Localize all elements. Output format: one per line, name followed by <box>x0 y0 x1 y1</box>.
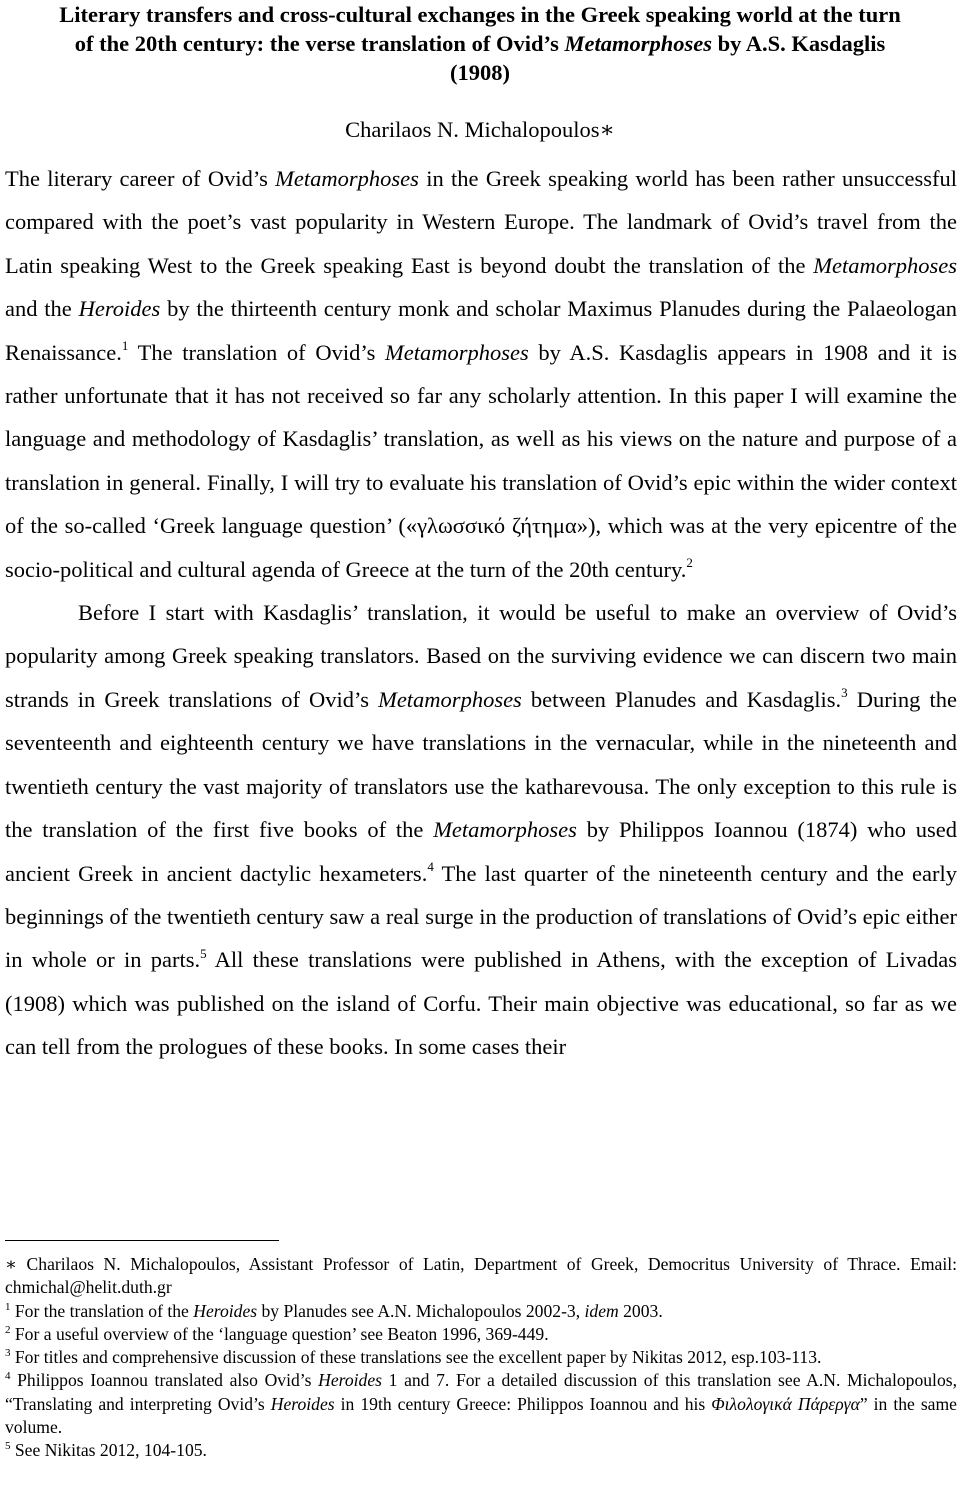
footnote-text: Philippos Ioannou translated also Ovid’s <box>10 1370 319 1391</box>
text: by Philippos Ioannou (1874) who used ancient Greek in ancient dactylic hexameters. <box>5 817 958 886</box>
text: by the thirteenth century monk and scholar Maximus Planudes during the Palaeologan Renaissance. <box>5 296 957 365</box>
footnote-text: 1 and 7. For a detailed discussion of this translation see A.N. Michalopoulos, “Translating and interpreting Ovid’s <box>5 1370 957 1414</box>
italic-text: Heroides <box>270 1393 335 1414</box>
footnote-number: 2 <box>5 1324 11 1337</box>
footnote-number: 5 <box>5 1440 11 1453</box>
italic-text: Heroides <box>318 1370 382 1391</box>
footnote-text: ” in the same volume. <box>5 1393 957 1438</box>
italic-text: Metamorphoses <box>385 339 529 365</box>
body-text <box>5 157 957 1069</box>
text: All these translations were published in Athens, with the exception of Livadas (1908) which was published on the island of Corfu. Their main objective was educational, so far as we can tell from the prologues of these books. In some cases their <box>5 947 957 1060</box>
footnote-ref-1[interactable]: 1 <box>121 338 129 354</box>
text: The translation of Ovid’s <box>128 339 385 365</box>
footnote-mark: ∗ <box>5 1254 17 1274</box>
paragraph-2 <box>5 591 957 1068</box>
author-footnote-mark: ∗ <box>599 117 615 142</box>
text: The literary career of Ovid’s <box>5 166 276 191</box>
footnote-text: 2003. <box>618 1300 663 1321</box>
title-line-1: Literary transfers and cross-cultural exchanges in the Greek speaking world at the turn <box>59 2 901 27</box>
footnote-text: by Planudes see A.N. Michalopoulos 2002-3, <box>257 1300 585 1321</box>
footnote-number: 4 <box>5 1370 11 1383</box>
footnote-1 <box>5 1300 957 1323</box>
footnote-text: For titles and comprehensive discussion of these translations see the excellent paper by Nikitas 2012, esp.103-113. <box>10 1347 822 1368</box>
text: and the <box>5 296 79 322</box>
footnote-separator <box>5 1240 279 1241</box>
footnote-text: See Nikitas 2012, 104-105. <box>10 1440 207 1461</box>
italic-text: Metamorphoses <box>813 252 957 278</box>
author-name: Charilaos N. Michalopoulos <box>345 117 600 142</box>
text: Before I start with Kasdaglis’ translation, it would be useful to make an overview of Ovid’s popularity among Greek speaking translators. Based on the surviving evidence we can discern two main strands in Greek translations of Ovid’s <box>5 600 957 712</box>
italic-text: idem <box>584 1300 619 1321</box>
title-text: of the 20th century: the verse translation of Ovid’s <box>74 31 565 56</box>
footnote-text: For a useful overview of the ‘language question’ see Beaton 1996, 369-449. <box>10 1323 549 1344</box>
italic-text: Heroides <box>78 296 161 322</box>
footnote-ref-3[interactable]: 3 <box>841 685 848 701</box>
title-line-2 <box>0 29 960 58</box>
text: During the seventeenth and eighteenth century we have translations in the vernacular, while in the nineteenth and twentieth century the vast majority of translators use the katharevousa. The only exception to this rule is the translation of the first five books of the <box>5 686 957 843</box>
footnote-number: 3 <box>5 1347 11 1360</box>
italic-text: Metamorphoses <box>378 686 522 712</box>
footnote-5 <box>5 1439 957 1462</box>
italic-text: Metamorphoses <box>275 166 419 191</box>
paper-title <box>0 0 960 87</box>
text: by A.S. Kasdaglis appears in 1908 and it is rather unfortunate that it has not received so far any scholarly attention. In this paper I will examine the language and methodology of Kasdaglis’ translation, as well as his views on the nature and purpose of a translation in general. Finally, I will try to evaluate his translation of Ovid’s epic within the wider context of the so-called ‘Greek language question’ («γλωσσικό ζήτημα»), which was at the very epicentre of the socio-political and cultural agenda of Greece at the turn of the 20th century. <box>5 339 957 582</box>
footnote-number: 1 <box>5 1300 11 1313</box>
author-line <box>0 115 960 144</box>
footnote-text: in 19th century Greece: Philippos Ioannou and his <box>334 1393 712 1414</box>
title-text: by A.S. Kasdaglis <box>712 31 886 56</box>
footnote-ref-2[interactable]: 2 <box>686 555 693 571</box>
footnote-4 <box>5 1369 957 1439</box>
italic-text: Heroides <box>193 1300 258 1321</box>
footnote-author <box>5 1253 957 1300</box>
italic-text: Metamorphoses <box>433 817 577 843</box>
text: in the Greek speaking world has been rather unsuccessful compared with the poet’s vast popularity in Western Europe. The landmark of Ovid’s travel from the Latin speaking West to the Greek speaking East is beyond doubt the translation of the <box>5 166 958 278</box>
paragraph-1 <box>5 157 957 591</box>
footnotes <box>5 1253 957 1463</box>
footnote-3 <box>5 1346 957 1369</box>
text: The last quarter of the nineteenth century and the early beginnings of the twentieth century saw a real surge in the production of translations of Ovid’s epic either in whole or in parts. <box>5 860 957 973</box>
footnote-ref-5[interactable]: 5 <box>200 945 207 961</box>
italic-text: Φιλολογικά Πάρεργα <box>711 1393 860 1414</box>
title-italic: Metamorphoses <box>564 31 713 56</box>
footnote-2 <box>5 1323 957 1346</box>
footnote-text: For the translation of the <box>10 1300 194 1321</box>
footnote-ref-4[interactable]: 4 <box>427 859 434 874</box>
footnote-text: Charilaos N. Michalopoulos, Assistant Professor of Latin, Department of Greek, Democritus University of Thrace. Email: chmichal@helit.duth.gr <box>5 1254 957 1298</box>
title-line-3: (1908) <box>450 60 510 85</box>
text: between Planudes and Kasdaglis. <box>521 686 842 712</box>
